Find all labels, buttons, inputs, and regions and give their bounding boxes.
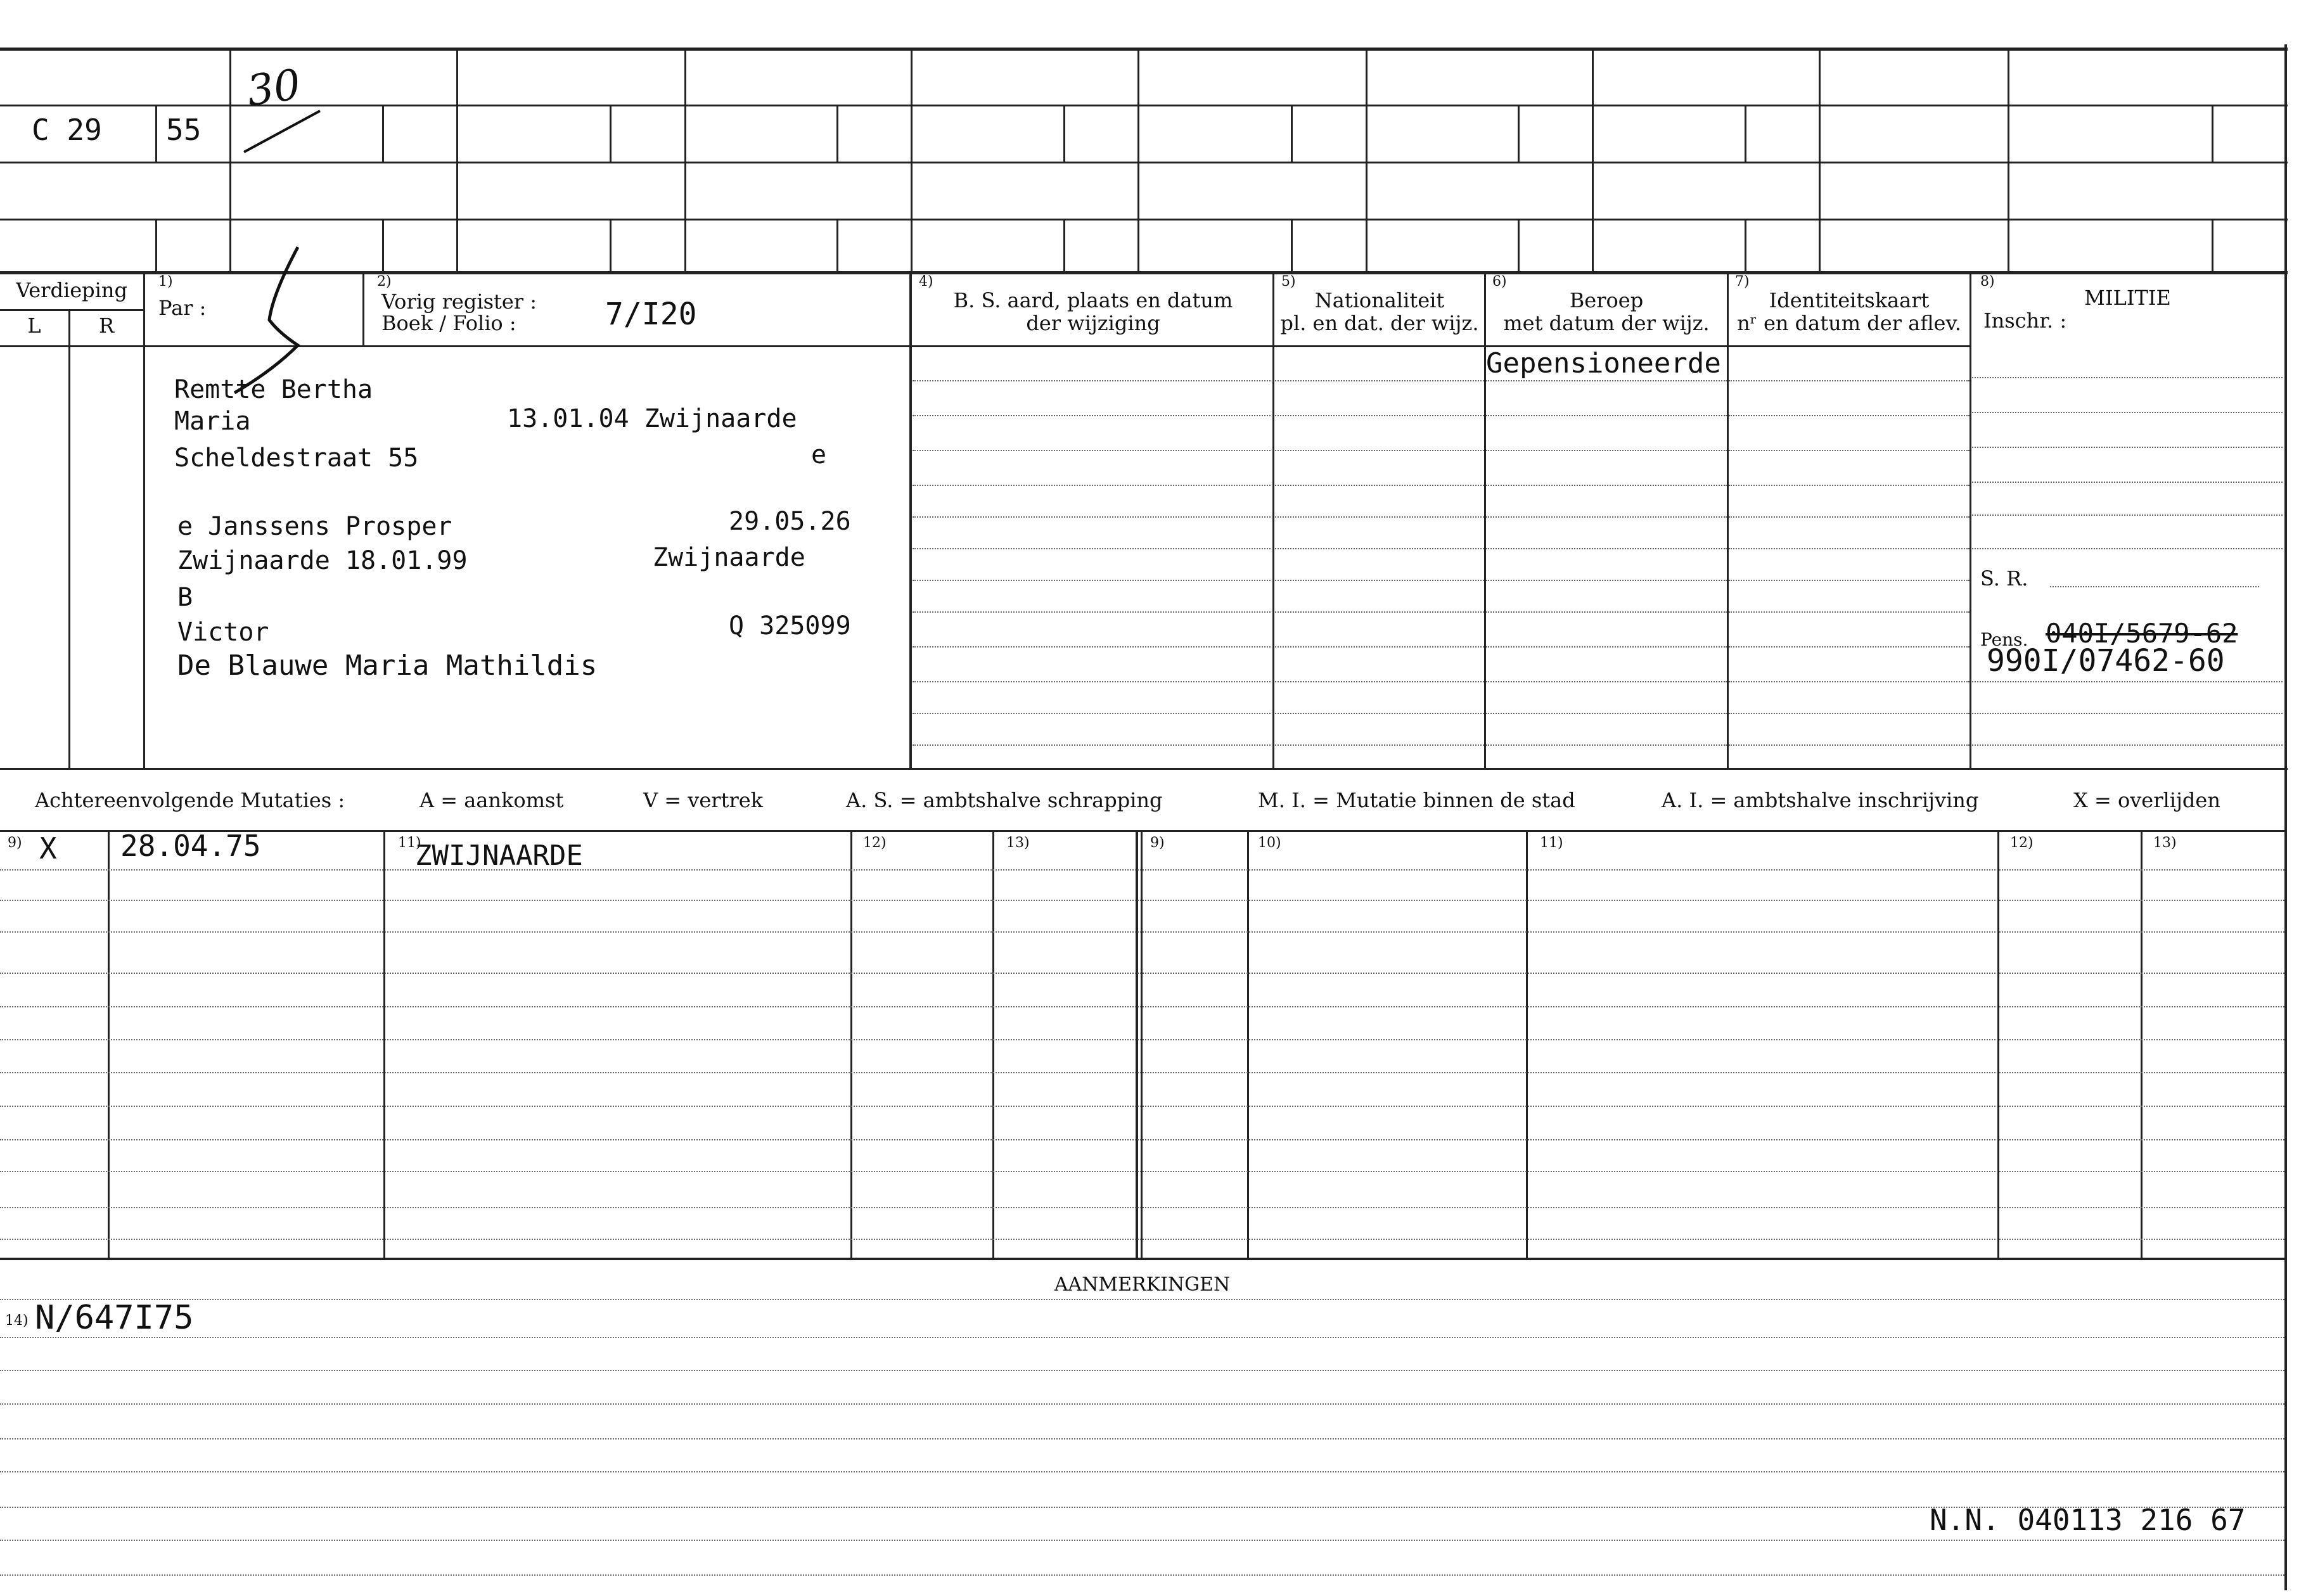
sr-dotted-line (2050, 586, 2259, 587)
aanmerkingen-footnote: 14) (5, 1313, 29, 1329)
mutation-date: 28.04.75 (120, 829, 261, 863)
mutation-type: X (39, 831, 57, 865)
person-line-3-e: e (811, 440, 827, 469)
boek-value: 7/I20 (605, 297, 697, 332)
militie-header: MILITIE (2084, 286, 2171, 310)
inschr-label: Inschr. : (1983, 309, 2067, 333)
mut-col13-footnote: 13) (1006, 835, 1030, 851)
mut-col12-footnote: 12) (863, 835, 887, 851)
nn-number: N.N. 040113 216 67 (1930, 1503, 2246, 1537)
person-line-3: Scheldestraat 55 (174, 444, 419, 473)
legend-ai: A. I. = ambtshalve inschrijving (1662, 788, 1979, 812)
id-header-line1: Identiteitskaart (1769, 288, 1930, 312)
bs-header-line2: der wijziging (1026, 311, 1160, 335)
par-label: Par : (158, 296, 207, 320)
aanmerkingen-title: AANMERKINGEN (1054, 1274, 1231, 1296)
mut-col11-footnote: 11) (398, 835, 421, 851)
nat-header-line2: pl. en dat. der wijz. (1280, 311, 1479, 335)
person-line-2-name: Maria (174, 407, 251, 436)
handwritten-stroke (241, 108, 323, 158)
mut-col11b-footnote: 11) (1540, 835, 1563, 851)
militie-footnote: 8) (1980, 274, 1995, 290)
house-number: 55 (166, 113, 202, 147)
legend-mi: M. I. = Mutatie binnen de stad (1258, 788, 1575, 812)
person-line-2-date: 13.01.04 Zwijnaarde (507, 404, 797, 433)
nat-header-line1: Nationaliteit (1314, 288, 1445, 312)
person-line-7: Victor (177, 618, 269, 647)
legend-x: X = overlijden (2073, 788, 2220, 812)
mut-col10-footnote: 10) (1258, 835, 1281, 851)
mutaties-title: Achtereenvolgende Mutaties : (35, 788, 345, 812)
beroep-value: Gepensioneerde (1486, 347, 1721, 380)
person-line-5-place: Zwijnaarde (653, 543, 805, 572)
person-line-8: De Blauwe Maria Mathildis (177, 649, 598, 682)
person-line-4: e Janssens Prosper (177, 512, 452, 541)
id-footnote: 7) (1735, 274, 1750, 290)
mut-col9-footnote: 9) (8, 835, 22, 851)
archive-code: C 29 (32, 113, 102, 147)
mut-col12b-footnote: 12) (2010, 835, 2034, 851)
pens-label: Pens. (1980, 629, 2028, 650)
beroep-footnote: 6) (1492, 274, 1507, 290)
vorig-register-label: Vorig register : (381, 290, 537, 314)
id-header-line2: nʳ en datum der aflev. (1737, 311, 1961, 335)
mutation-place: ZWIJNAARDE (415, 839, 583, 872)
par-footnote: 1) (158, 274, 173, 290)
par-handwritten-mark (209, 244, 323, 396)
verdieping-r-label: R (98, 314, 115, 338)
aanmerkingen-value: N/647I75 (35, 1299, 194, 1337)
person-line-6: B (177, 583, 193, 612)
handwritten-number: 30 (244, 60, 304, 116)
vorig-footnote: 2) (377, 274, 392, 290)
person-line-4-date: 29.05.26 (729, 507, 851, 536)
person-line-7-id: Q 325099 (729, 611, 851, 641)
legend-a: A = aankomst (420, 788, 564, 812)
bs-header-line1: B. S. aard, plaats en datum (953, 288, 1233, 312)
legend-v: V = vertrek (643, 788, 764, 812)
mut-col9b-footnote: 9) (1150, 835, 1165, 851)
legend-as: A. S. = ambtshalve schrapping (846, 788, 1163, 812)
boek-folio-label: Boek / Folio : (381, 311, 516, 335)
person-line-5: Zwijnaarde 18.01.99 (177, 546, 468, 575)
nat-footnote: 5) (1281, 274, 1296, 290)
pens-new-value: 990I/07462-60 (1987, 643, 2225, 679)
mut-col13b-footnote: 13) (2153, 835, 2177, 851)
verdieping-label: Verdieping (16, 278, 127, 302)
beroep-header-line1: Beroep (1569, 288, 1644, 312)
verdieping-l-label: L (27, 314, 41, 338)
beroep-header-line2: met datum der wijz. (1503, 311, 1710, 335)
sr-label: S. R. (1980, 566, 2028, 591)
pens-old-value: 040I/5679-62 (2046, 618, 2238, 649)
bs-footnote: 4) (919, 274, 933, 290)
person-line-1: Remtte Bertha (174, 375, 373, 404)
